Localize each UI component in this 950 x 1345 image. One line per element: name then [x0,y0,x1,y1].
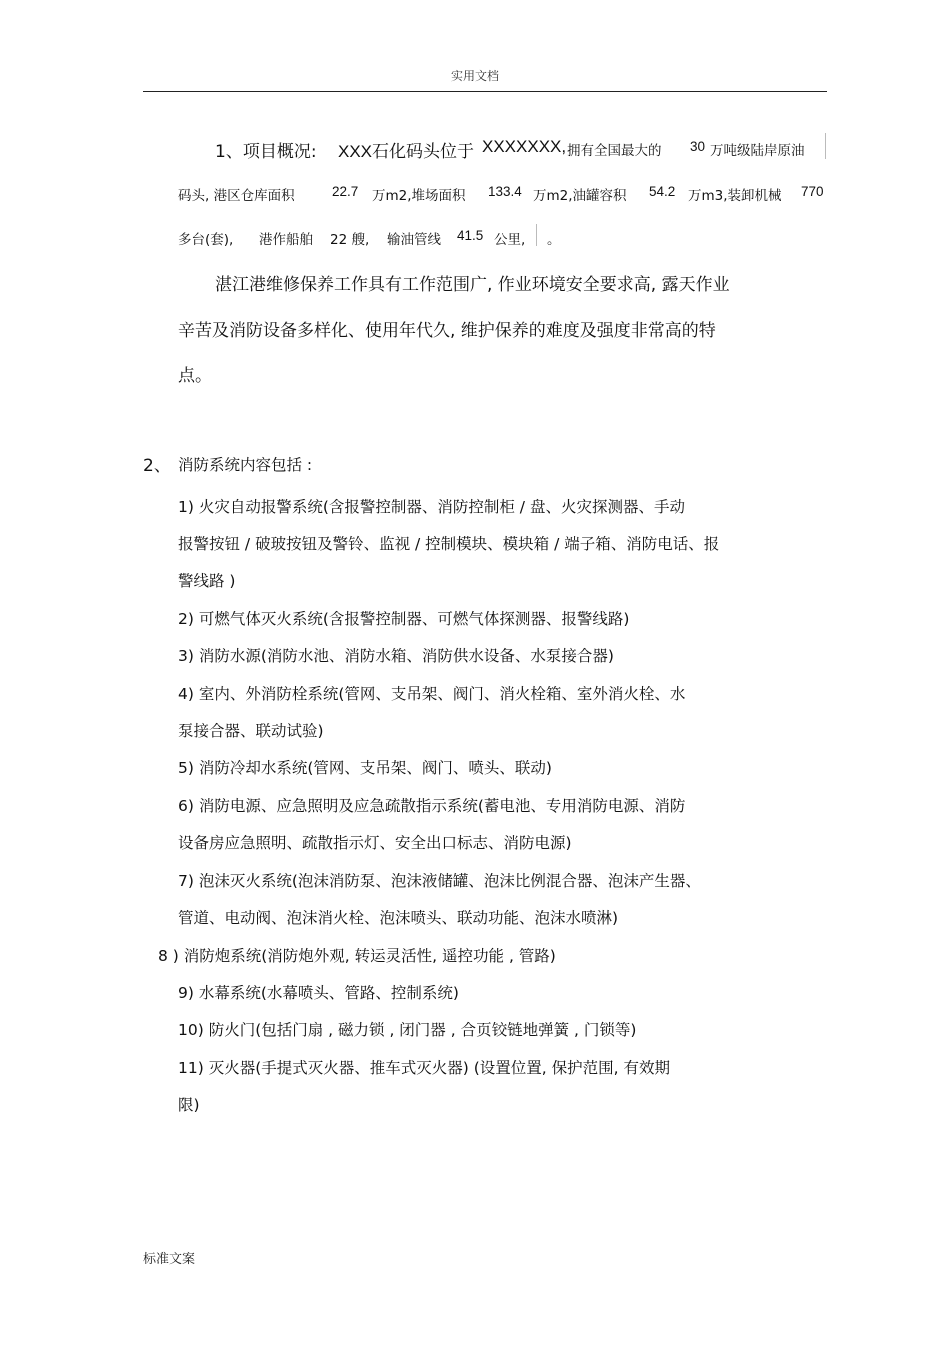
line3-b: 港作船舶 [259,232,313,248]
line3-d: 输油管线 [387,232,441,248]
line2-h: 770 [801,184,824,199]
line3-a: 多台(套), [178,232,234,248]
section1-text: 拥有全国最大的 [567,143,662,159]
list-line: 警线路 ) [178,572,236,590]
section1-location: XXXXXXX, [482,137,567,156]
list-line: 报警按钮 / 破玻按钮及警铃、监视 / 控制模块、模块箱 / 端子箱、消防电话、报 [178,535,720,553]
text-cursor-mark [825,133,826,159]
page-header: 实用文档 [450,69,499,83]
list-line: 8 ) 消防炮系统(消防炮外观, 转运灵活性, 遥控功能 , 管路) [158,947,556,965]
list-line: 设备房应急照明、疏散指示灯、安全出口标志、消防电源) [178,834,572,852]
list-line: 1) 火灾自动报警系统(含报警控制器、消防控制柜 / 盘、火灾探测器、手动 [178,498,685,516]
line2-g: 万m3,装卸机械 [688,188,782,204]
section1-tail: 万吨级陆岸原油 [710,143,805,159]
list-line: 2) 可燃气体灭火系统(含报警控制器、可燃气体探测器、报警线路) [178,610,630,628]
list-line: 9) 水幕系统(水幕喷头、管路、控制系统) [178,984,459,1002]
line2-b: 22.7 [332,184,359,199]
list-line: 泵接合器、联动试验) [178,722,324,740]
list-line: 管道、电动阀、泡沫消火栓、泡沫喷头、联动功能、泡沫水喷淋) [178,909,619,927]
list-line: 4) 室内、外消防栓系统(管网、支吊架、阀门、消火栓箱、室外消火栓、水 [178,685,686,703]
line2-d: 133.4 [488,184,522,199]
line2-c: 万m2,堆场面积 [372,188,466,204]
list-line: 7) 泡沫灭火系统(泡沫消防泵、泡沫液储罐、泡沫比例混合器、泡沫产生器、 [178,872,701,890]
para-line-2: 辛苦及消防设备多样化、使用年代久, 维护保养的难度及强度非常高的特 [178,321,716,341]
list-line: 10) 防火门(包括门扇 , 磁力锁 , 闭门器 , 合页铰链地弹簧 , 门锁等) [178,1021,637,1039]
line3-f: 公里, [494,232,526,248]
line2-a: 码头, 港区仓库面积 [178,188,295,204]
line3-c: 22 艘, [330,232,370,248]
text-cursor-mark-2 [536,224,537,246]
header-rule [143,91,827,92]
para-line-3: 点。 [178,366,212,386]
list-line: 3) 消防水源(消防水池、消防水箱、消防供水设备、水泵接合器) [178,647,614,665]
section2-title: 消防系统内容包括 : [178,456,313,474]
list-line: 6) 消防电源、应急照明及应急疏散指示系统(蓄电池、专用消防电源、消防 [178,797,686,815]
line3-e: 41.5 [457,228,484,243]
line2-e: 万m2,油罐容积 [533,188,627,204]
list-line: 11) 灭火器(手提式灭火器、推车式灭火器) (设置位置, 保护范围, 有效期 [178,1059,670,1077]
para-line-1: 湛江港维修保养工作具有工作范围广, 作业环境安全要求高, 露天作业 [215,275,730,295]
section2-number: 2、 [143,456,171,476]
line2-f: 54.2 [649,184,676,199]
page-footer: 标准文案 [143,1252,196,1267]
list-line: 限) [178,1096,200,1114]
section1-num: 30 [690,139,706,154]
section1-company: XXX石化码头位于 [338,142,475,161]
section1-label: 1、项目概况: [215,142,317,162]
line3-g: 。 [547,232,561,248]
list-line: 5) 消防冷却水系统(管网、支吊架、阀门、喷头、联动) [178,759,552,777]
